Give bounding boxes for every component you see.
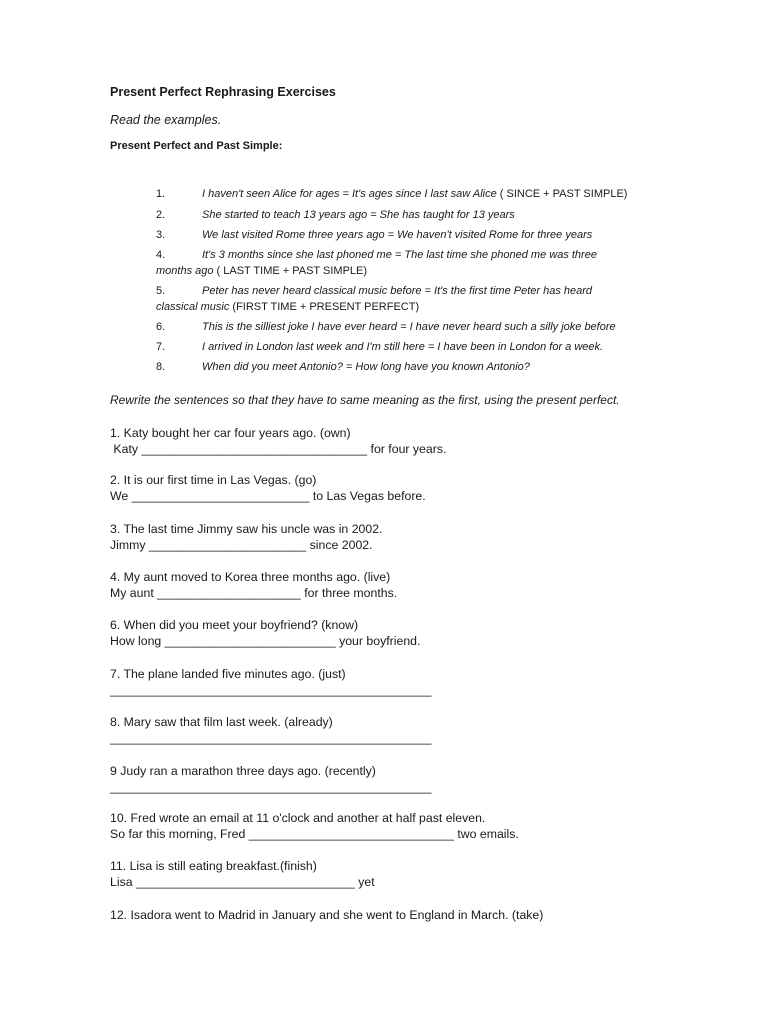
question-prompt: 11. Lisa is still eating breakfast.(finish) <box>110 859 317 873</box>
example-text: This is the silliest joke I have ever heard = I have never heard such a silly joke before <box>202 321 616 333</box>
example-number: 2. <box>156 209 166 221</box>
example-number: 6. <box>156 321 166 333</box>
example-number: 8. <box>156 361 166 373</box>
question-item <box>110 617 420 649</box>
question-prompt: 6. When did you meet your boyfriend? (know) <box>110 618 359 632</box>
question-prompt: 1. Katy bought her car four years ago. (own) <box>110 426 351 440</box>
example-item <box>156 186 656 202</box>
example-text: It's 3 months since she last phoned me = The last time she phoned me was three <box>202 249 597 261</box>
subheading: Present Perfect and Past Simple: <box>110 140 283 152</box>
answer-line: How long _________________________ your boyfriend. <box>110 634 421 648</box>
example-number: 4. <box>156 249 166 261</box>
question-item <box>110 763 431 795</box>
example-note: (FIRST TIME + PRESENT PERFECT) <box>229 301 420 313</box>
example-text: When did you meet Antonio? = How long have you known Antonio? <box>202 361 530 373</box>
example-item <box>156 283 656 315</box>
question-item <box>110 907 543 923</box>
example-number: 5. <box>156 285 166 297</box>
example-item <box>156 207 656 223</box>
example-text: Peter has never heard classical music before = It's the first time Peter has heard <box>202 285 593 297</box>
read-examples-text: Read the examples. <box>110 113 222 127</box>
answer-line: _______________________________________________ <box>110 731 432 745</box>
question-item <box>110 521 382 553</box>
question-item <box>110 425 446 457</box>
example-note: ( LAST TIME + PAST SIMPLE) <box>213 265 368 277</box>
example-note: ( SINCE + PAST SIMPLE) <box>496 188 628 200</box>
answer-line: We __________________________ to Las Vegas before. <box>110 489 426 503</box>
question-prompt: 4. My aunt moved to Korea three months ago. (live) <box>110 570 391 584</box>
answer-line: Katy _________________________________ for four years. <box>110 442 447 456</box>
question-prompt: 10. Fred wrote an email at 11 o'clock and another at half past eleven. <box>110 811 486 825</box>
example-text: I haven't seen Alice for ages = It's ages since I last saw Alice <box>202 188 497 200</box>
instruction-text: Rewrite the sentences so that they have to same meaning as the first, using the present perfect. <box>110 393 620 407</box>
question-item <box>110 810 519 842</box>
example-text: I arrived in London last week and I'm still here = I have been in London for a week. <box>202 341 604 353</box>
question-prompt: 8. Mary saw that film last week. (already) <box>110 715 333 729</box>
example-text-cont: months ago <box>156 265 214 277</box>
page-title: Present Perfect Rephrasing Exercises <box>110 85 336 99</box>
question-item <box>110 858 375 890</box>
example-text: We last visited Rome three years ago = We haven't visited Rome for three years <box>202 229 593 241</box>
example-item <box>156 359 656 375</box>
example-number: 3. <box>156 229 166 241</box>
example-text-cont: classical music <box>156 301 230 313</box>
examples-list <box>156 186 656 375</box>
answer-line: Jimmy _______________________ since 2002. <box>110 538 373 552</box>
answer-line: _______________________________________________ <box>110 683 432 697</box>
question-prompt: 7. The plane landed five minutes ago. (just) <box>110 667 346 681</box>
example-item <box>156 247 656 279</box>
example-item <box>156 227 656 243</box>
example-item <box>156 319 656 335</box>
answer-line: _______________________________________________ <box>110 780 432 794</box>
answer-line: Lisa ________________________________ yet <box>110 875 375 889</box>
answer-line: My aunt _____________________ for three months. <box>110 586 398 600</box>
question-prompt: 3. The last time Jimmy saw his uncle was in 2002. <box>110 522 383 536</box>
question-item <box>110 666 431 698</box>
question-prompt: 2. It is our first time in Las Vegas. (go) <box>110 473 317 487</box>
question-item <box>110 714 431 746</box>
example-number: 1. <box>156 188 166 200</box>
example-item <box>156 339 656 355</box>
question-prompt: 9 Judy ran a marathon three days ago. (recently) <box>110 764 376 778</box>
example-text: She started to teach 13 years ago = She has taught for 13 years <box>202 209 515 221</box>
answer-line: So far this morning, Fred ______________________________ two emails. <box>110 827 519 841</box>
example-number: 7. <box>156 341 166 353</box>
question-item <box>110 472 426 504</box>
question-prompt: 12. Isadora went to Madrid in January and she went to England in March. (take) <box>110 908 544 922</box>
question-item <box>110 569 397 601</box>
